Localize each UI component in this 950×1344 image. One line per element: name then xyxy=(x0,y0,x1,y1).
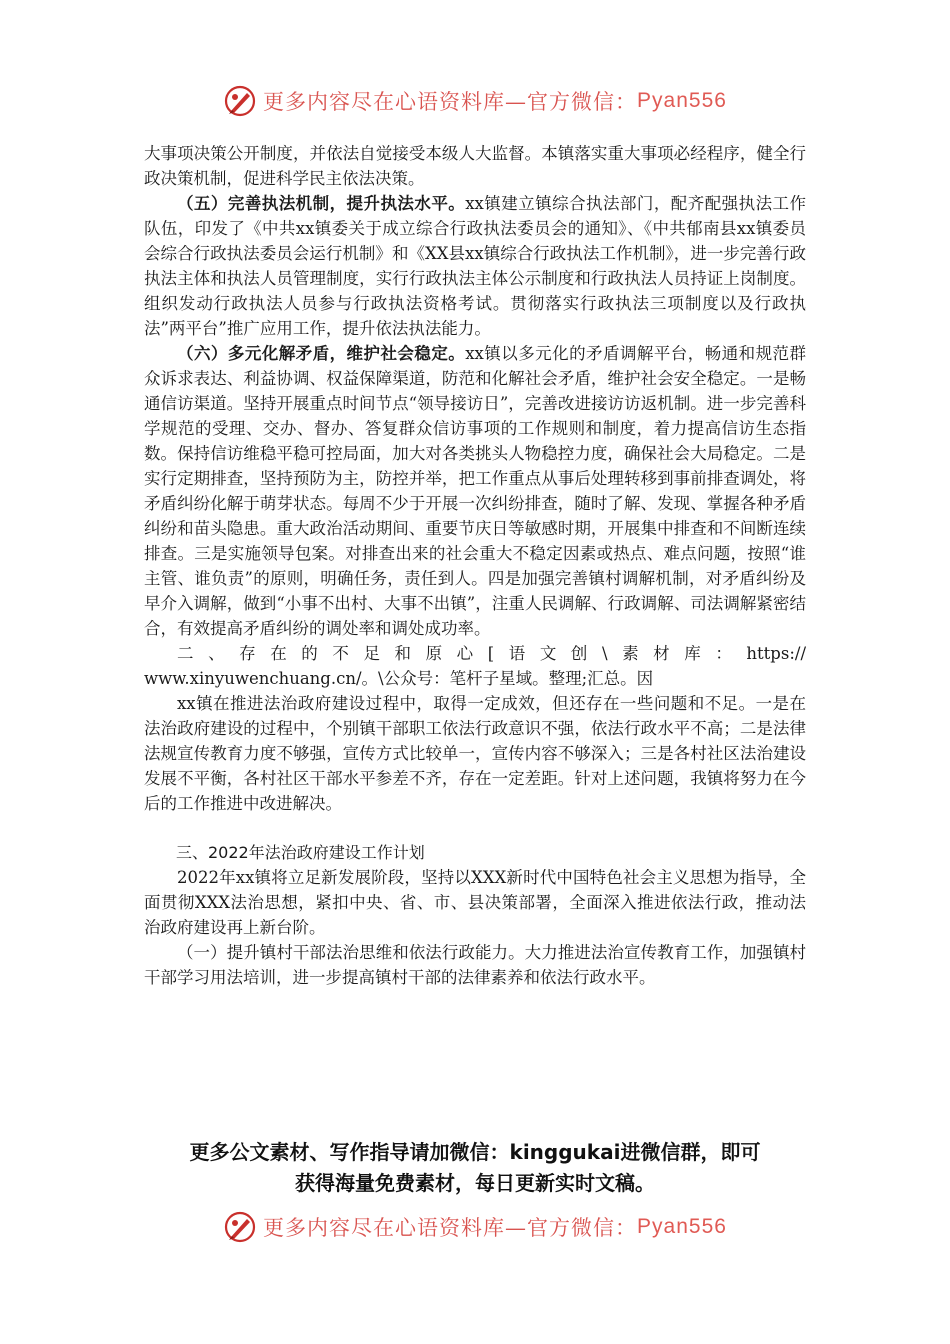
document-body xyxy=(144,141,806,990)
paragraph: xx镇在推进法治政府建设过程中，取得一定成效，但还存在一些问题和不足。一是在法治政府建设的过程中，个别镇干部职工依法行政意识不强，依法行政水平不高；二是法律法规宣传教育力度不够强，宣传方式比较单一，宣传内容不够深入；三是各村社区法治建设发展不平衡，各村社区干部水平参差不齐，存在一定差距。针对上述问题，我镇将努力在今后的工作推进中改进解决。 xyxy=(144,694,806,813)
paragraph: （一）提升镇村干部法治思维和依法行政能力。大力推进法治宣传教育工作，加强镇村干部学习用法培训，进一步提高镇村干部的法律素养和依法行政水平。 xyxy=(144,943,806,987)
banner-wechat-id: Pyan556 xyxy=(637,1215,727,1238)
paragraph-text: xx镇以多元化的矛盾调解平台，畅通和规范群众诉求表达、利益协调、权益保障渠道，防范和化解社会矛盾，维护社会安全稳定。一是畅通信访渠道。坚持开展重点时间节点“领导接访日”，完善改进接访访返机制。进一步完善科学规范的受理、交办、督办、答复群众信访事项的工作规则和制度，着力提高信访生态指数。保持信访维稳平稳可控局面，加大对各类挑头人物稳控力度，确保社会大局稳定。二是实行定期排查，坚持预防为主，防控并举，把工作重点从事后处理转移到事前排查调处，将矛盾纠纷化解于萌芽状态。每周不少于开展一次纠纷排查，随时了解、发现、掌握各种矛盾纠纷和苗头隐患。重大政治活动期间、重要节庆日等敏感时期，开展集中排查和不间断连续排查。三是实施领导包案。对排查出来的社会重大不稳定因素或热点、难点问题，按照“谁主管、谁负责”的原则，明确任务，责任到人。四是加强完善镇村调解机制，对矛盾纠纷及早介入调解，做到“小事不出村、大事不出镇”，注重人民调解、行政调解、司法调解紧密结合，有效提高矛盾纠纷的调处率和调处成功率。 xyxy=(144,344,806,638)
bottom-watermark-banner xyxy=(0,1210,950,1244)
banner-text: 更多内容尽在心语资料库—官方微信： xyxy=(263,90,638,114)
promo-block xyxy=(120,1137,830,1199)
banner-wechat-id: Pyan556 xyxy=(637,89,727,112)
heading-2-line-1: 二、存在的不足和原心[语文创\素材库：https:// xyxy=(177,644,806,663)
paragraph: 大事项决策公开制度，并依法自觉接受本级人大监督。本镇落实重大事项必经程序，健全行政决策机制，促进科学民主依法决策。 xyxy=(144,144,806,188)
heading-2-line-2: www.xinyuwenchuang.cn/。\公众号：笔杆子星域。整理;汇总。因 xyxy=(144,669,654,688)
paragraph xyxy=(144,191,806,341)
pen-circle-logo-icon xyxy=(223,1210,257,1244)
paragraph-text: xx镇建立镇综合执法部门，配齐配强执法工作队伍，印发了《中共xx镇委关于成立综合行政执法委员会的通知》、《中共郁南县xx镇委员会综合行政执法委员会运行机制》和《XX县xx镇综合行政执法工作机制》，进一步完善行政执法主体和执法人员管理制度，实行行政执法主体公示制度和行政执法人员持证上岗制度。组织发动行政执法人员参与行政执法资格考试。贯彻落实行政执法三项制度以及行政执法”两平台”推广应用工作，提升依法执法能力。 xyxy=(144,194,806,338)
heading-3: 三、2022年法治政府建设工作计划 xyxy=(176,843,425,862)
top-watermark-banner xyxy=(0,84,950,118)
section-heading-6: （六）多元化解矛盾，维护社会稳定。 xyxy=(177,344,466,363)
paragraph: 2022年xx镇将立足新发展阶段，坚持以XXX新时代中国特色社会主义思想为指导，全面贯彻XXX法治思想，紧扣中央、省、市、县决策部署，全面深入推进依法行政，推动法治政府建设再上新台阶。 xyxy=(144,868,806,937)
promo-line-1: 更多公文素材、写作指导请加微信：kinggukai进微信群，即可 xyxy=(189,1140,761,1164)
banner-text: 更多内容尽在心语资料库—官方微信： xyxy=(263,1216,638,1240)
section-heading-5: （五）完善执法机制，提升执法水平。 xyxy=(177,194,466,213)
spacer xyxy=(144,816,806,840)
promo-line-2: 获得海量免费素材，每日更新实时文稿。 xyxy=(295,1171,655,1195)
pen-circle-logo-icon xyxy=(223,84,257,118)
paragraph xyxy=(144,341,806,641)
